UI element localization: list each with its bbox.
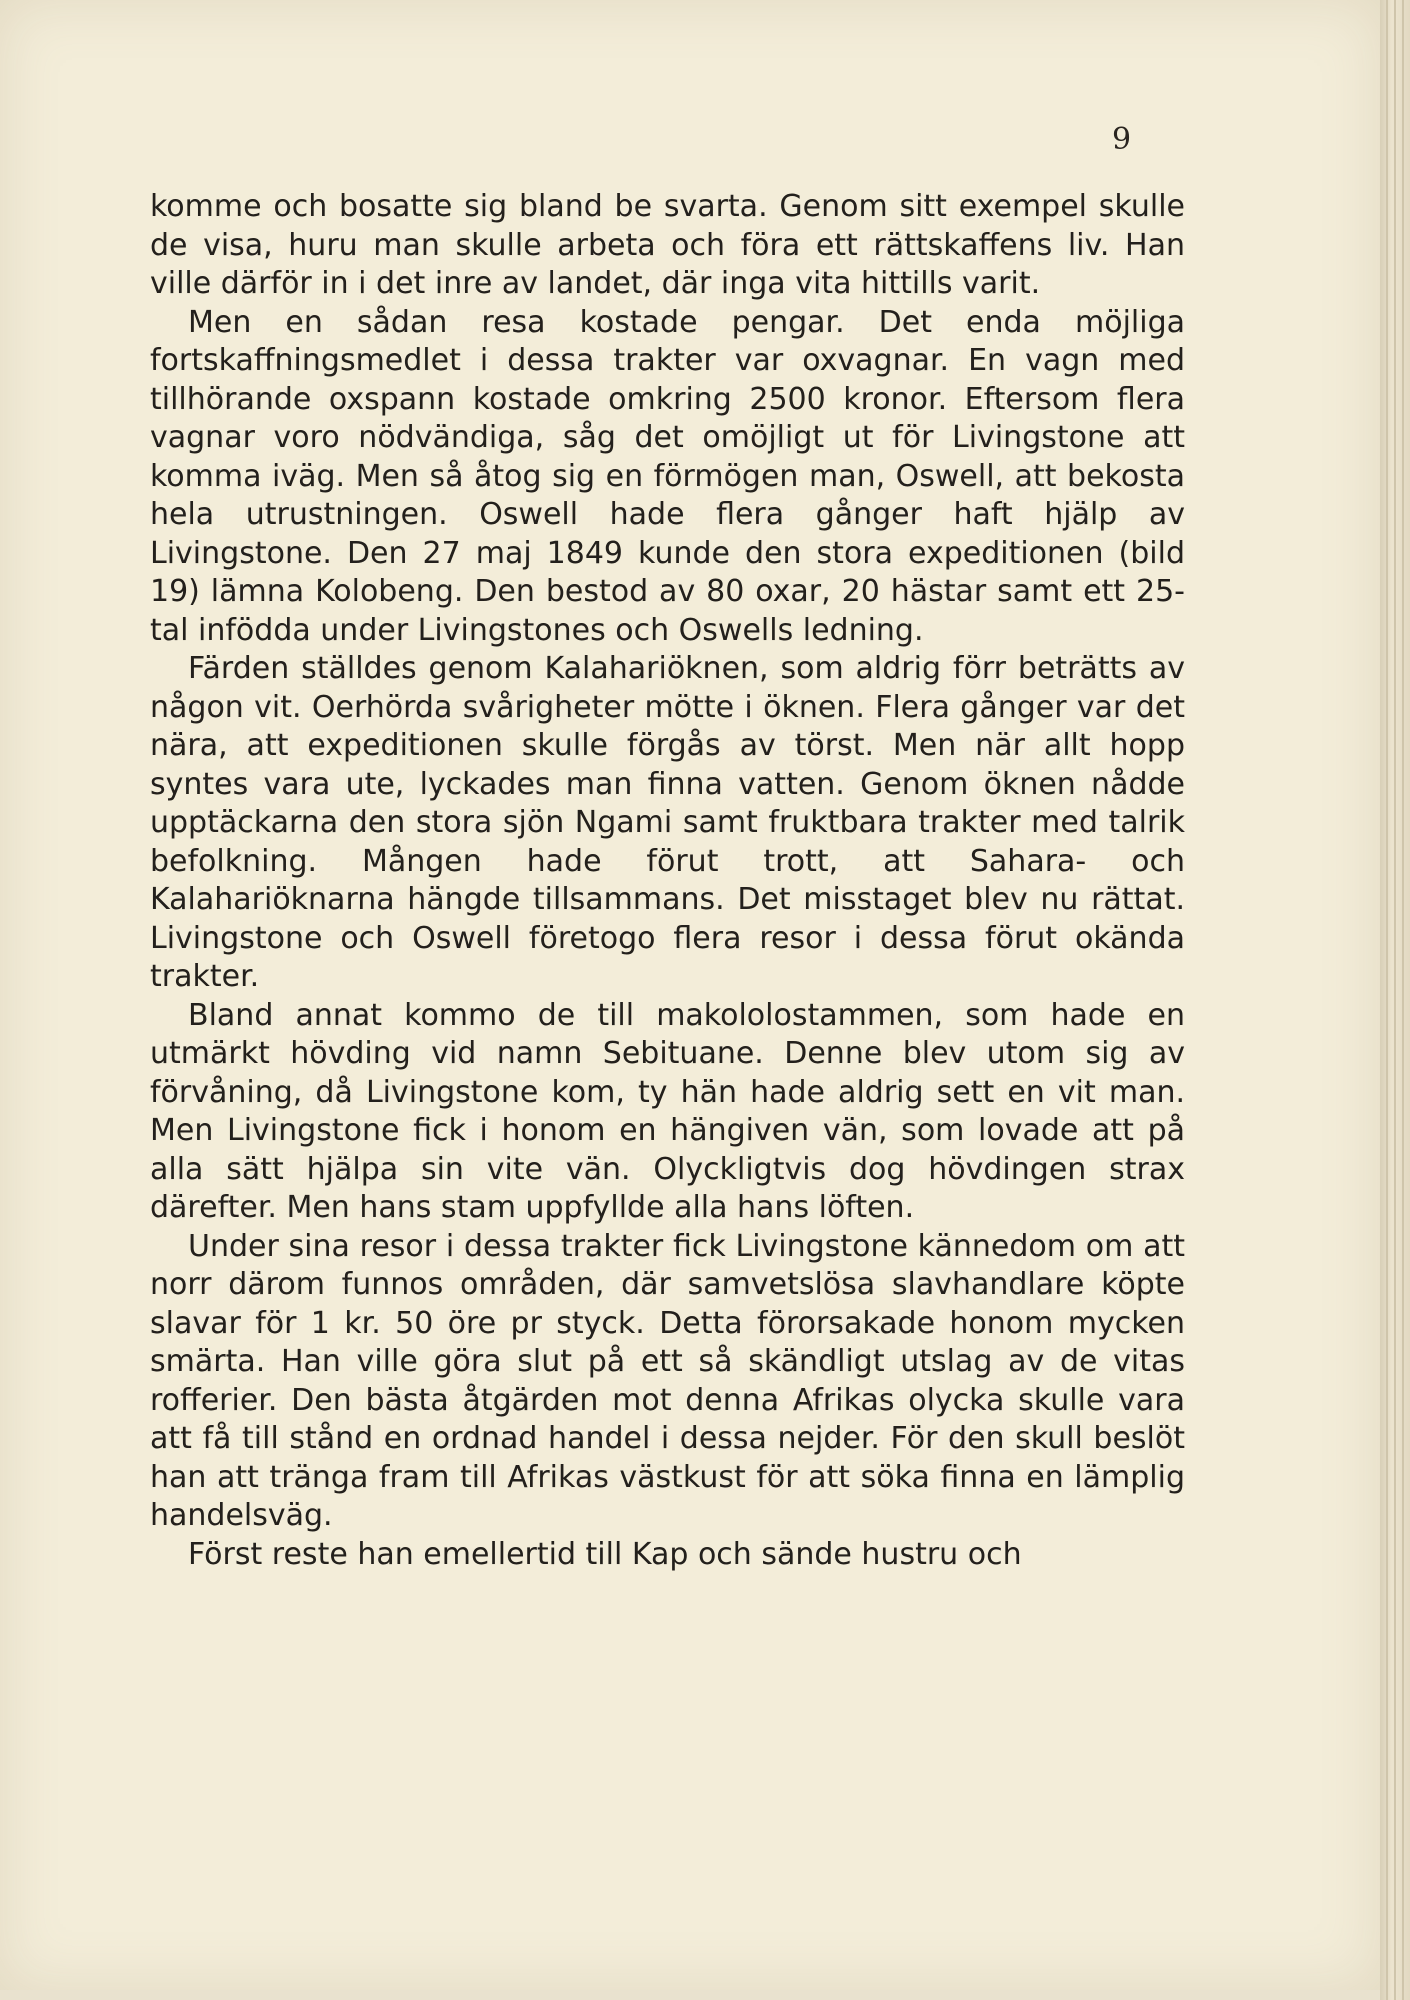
paragraph-6: Först reste han emellertid till Kap och sände hustru och <box>188 1536 1022 1572</box>
paragraph-3: Färden ställdes genom Kalahariöknen, som aldrig förr beträtts av någon vit. Oerhörda svårigheter mötte i öknen. Flera gånger var det nära, att expeditionen skulle förgås av törst. Men när allt hopp syntes vara ute, lyckades man finna vatten. Genom öknen nådde upptäckarna den stora sjön Ngami samt fruktbara trakter med talrik befolkning. Mången hade förut trott, att Sahara- och Kalahariöknarna hängde tillsammans. Det misstaget blev nu rättat. Livingstone och Oswell företogo flera resor i dessa förut okända trakter. <box>150 651 1185 994</box>
page-number: 9 <box>1112 122 1132 157</box>
page-stack-edge <box>1380 0 1410 2000</box>
paragraph-2: Men en sådan resa kostade pengar. Det enda möjliga fortskaffningsmedlet i dessa trakter var oxvagnar. En vagn med tillhörande oxspann kostade omkring 2500 kronor. Eftersom flera vagnar voro nödvändiga, såg det omöjligt ut för Livingstone att komma iväg. Men så åtog sig en förmögen man, Oswell, att bekosta hela utrustningen. Oswell hade flera gånger haft hjälp av Livingstone. Den 27 maj 1849 kunde den stora expeditionen (bild 19) lämna Kolobeng. Den bestod av 80 oxar, 20 hästar samt ett 25-tal infödda under Livingstones och Oswells ledning. <box>150 304 1185 648</box>
page-edge-line <box>1402 0 1404 2000</box>
page-edge-line <box>1394 0 1396 2000</box>
page-edge-line <box>1386 0 1388 2000</box>
paragraph-5: Under sina resor i dessa trakter fick Livingstone kännedom om att norr därom funnos områden, där samvetslösa slavhandlare köpte slavar för 1 kr. 50 öre pr styck. Detta förorsakade honom mycken smärta. Han ville göra slut på ett så skändligt utslag av de vitas rofferier. Den bästa åtgärden mot denna Afrikas olycka skulle vara att få till stånd en ordnad handel i dessa nejder. För den skull beslöt han att tränga fram till Afrikas västkust för att söka finna en lämplig handelsväg. <box>150 1228 1185 1533</box>
paragraph-4: Bland annat kommo de till makololostammen, som hade en utmärkt hövding vid namn Sebituane. Denne blev utom sig av förvåning, då Livingstone kom, ty hän hade aldrig sett en vit man. Men Livingstone fick i honom en hängiven vän, som lovade att på alla sätt hjälpa sin vite vän. Olyckligtvis dog hövdingen strax därefter. Men hans stam uppfyllde alla hans löften. <box>150 997 1185 1225</box>
body-text <box>150 188 1185 1574</box>
paragraph-1: komme och bosatte sig bland be svarta. Genom sitt exempel skulle de visa, huru man skulle arbeta och föra ett rättskaffens liv. Han ville därför in i det inre av landet, där inga vita hittills varit. <box>150 189 1185 301</box>
